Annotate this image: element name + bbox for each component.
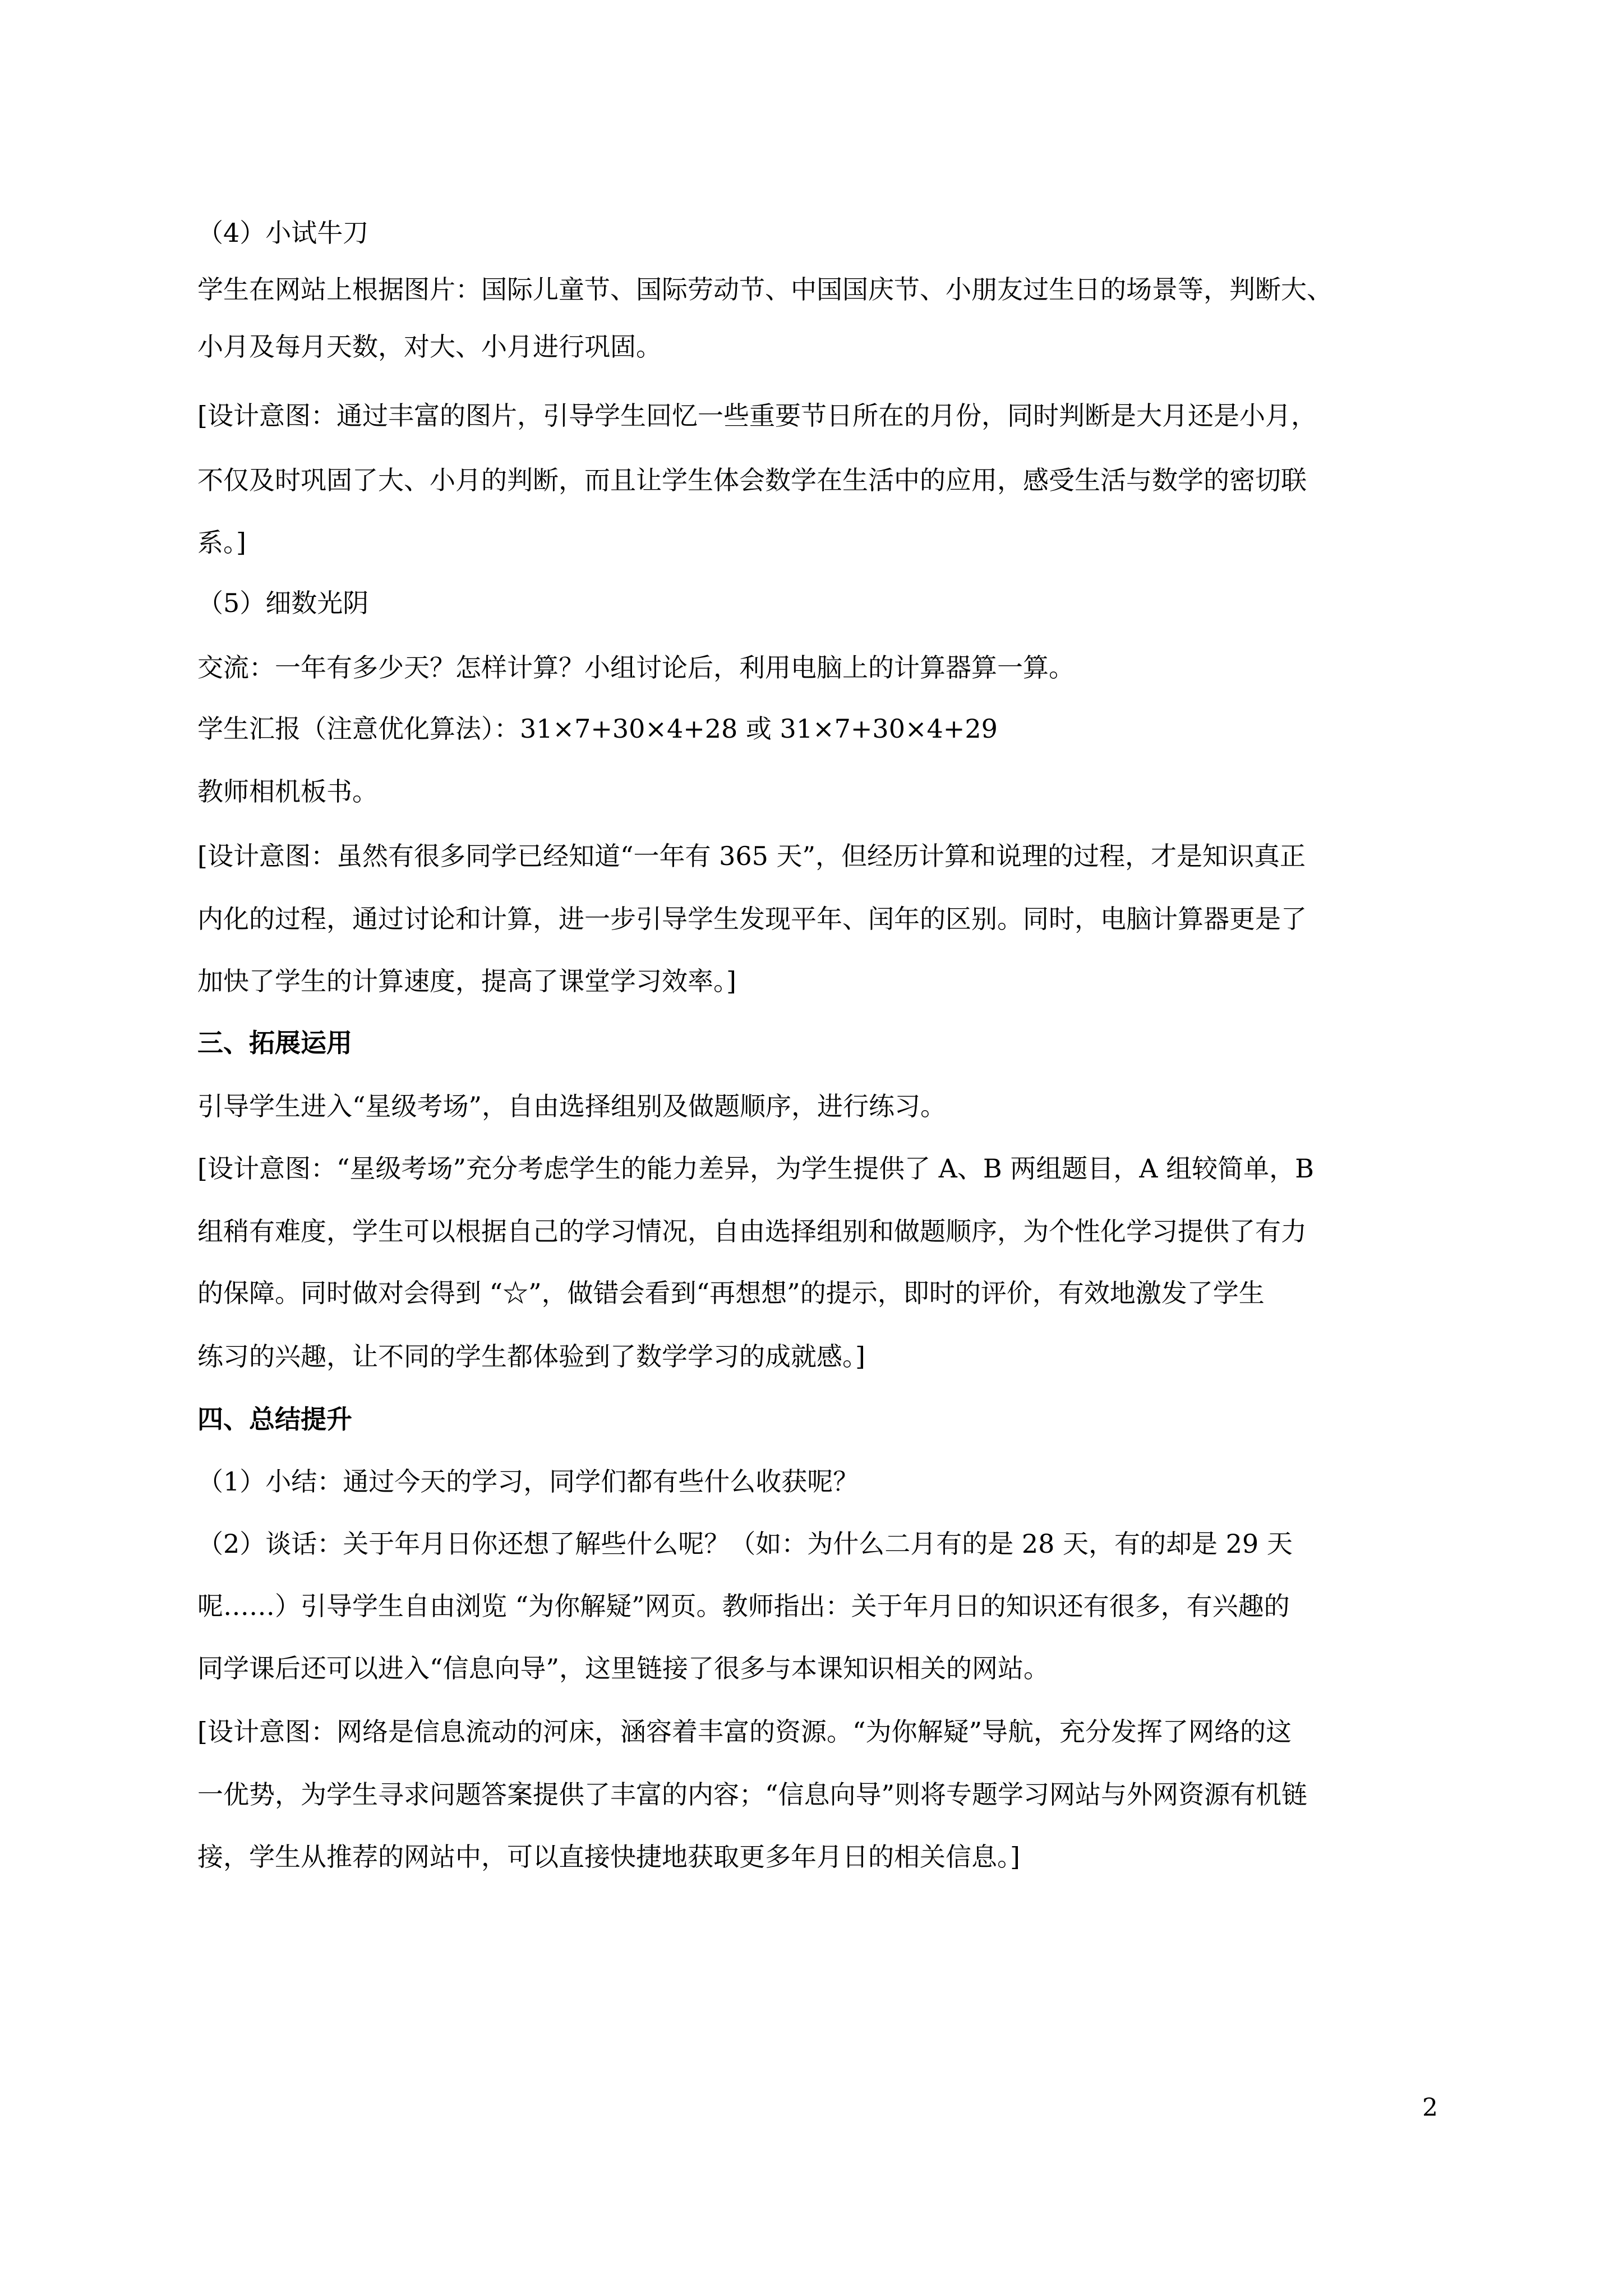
design-intent-line: 系。] <box>197 527 246 558</box>
section-heading-4: 四、总结提升 <box>197 1404 352 1434</box>
section-heading-3: 三、拓展运用 <box>197 1028 352 1058</box>
paragraph-line: 呢……）引导学生自由浏览 “为你解疑”网页。教师指出：关于年月日的知识还有很多，有兴趣的 <box>197 1591 1290 1621</box>
design-intent-line: 加快了学生的计算速度，提高了课堂学习效率。] <box>197 966 736 996</box>
subsection-heading-5: （5）细数光阴 <box>197 588 369 618</box>
design-intent-line: [设计意图：通过丰富的图片，引导学生回忆一些重要节日所在的月份，同时判断是大月还是小月， <box>197 401 1317 431</box>
subsection-heading-4: （4）小试牛刀 <box>197 218 369 248</box>
design-intent-line: 内化的过程，通过讨论和计算，进一步引导学生发现平年、闰年的区别。同时，电脑计算器更是了 <box>197 904 1307 934</box>
paragraph-line: 学生在网站上根据图片：国际儿童节、国际劳动节、中国国庆节、小朋友过生日的场景等，判断大、 <box>197 274 1332 305</box>
paragraph-line: （2）谈话：关于年月日你还想了解些什么呢？（如：为什么二月有的是 28 天，有的却是 29 天 <box>197 1529 1293 1559</box>
design-intent-line: 接，学生从推荐的网站中，可以直接快捷地获取更多年月日的相关信息。] <box>197 1842 1020 1872</box>
page-number: 2 <box>1422 2093 1438 2122</box>
design-intent-line: [设计意图：网络是信息流动的河床，涵容着丰富的资源。“为你解疑”导航，充分发挥了网络的这 <box>197 1717 1292 1747</box>
paragraph-line: 教师相机板书。 <box>197 776 378 807</box>
design-intent-line: 组稍有难度，学生可以根据自己的学习情况，自由选择组别和做题顺序，为个性化学习提供了有力 <box>197 1216 1307 1246</box>
paragraph-line: 学生汇报（注意优化算法）：31×7+30×4+28 或 31×7+30×4+29 <box>197 714 998 744</box>
paragraph-line: 交流：一年有多少天？怎样计算？小组讨论后，利用电脑上的计算器算一算。 <box>197 652 1075 683</box>
paragraph-line: 引导学生进入“星级考场”，自由选择组别及做题顺序，进行练习。 <box>197 1091 947 1121</box>
design-intent-line: 练习的兴趣，让不同的学生都体验到了数学学习的成就感。] <box>197 1341 865 1372</box>
design-intent-line: 不仅及时巩固了大、小月的判断，而且让学生体会数学在生活中的应用，感受生活与数学的密切联 <box>197 465 1307 495</box>
paragraph-line: （1）小结：通过今天的学习，同学们都有些什么收获呢？ <box>197 1466 859 1497</box>
design-intent-line: 的保障。同时做对会得到 “☆”，做错会看到“再想想”的提示，即时的评价，有效地激发了学生 <box>197 1278 1265 1308</box>
design-intent-line: [设计意图：虽然有很多同学已经知道“一年有 365 天”，但经历计算和说理的过程，才是知识真正 <box>197 841 1306 871</box>
design-intent-line: [设计意图：“星级考场”充分考虑学生的能力差异，为学生提供了 A、B 两组题目，A 组较简单，B <box>197 1153 1314 1184</box>
design-intent-line: 一优势，为学生寻求问题答案提供了丰富的内容；“信息向导”则将专题学习网站与外网资源有机链 <box>197 1779 1308 1810</box>
paragraph-line: 小月及每月天数，对大、小月进行巩固。 <box>197 332 662 362</box>
paragraph-line: 同学课后还可以进入“信息向导”，这里链接了很多与本课知识相关的网站。 <box>197 1653 1050 1683</box>
